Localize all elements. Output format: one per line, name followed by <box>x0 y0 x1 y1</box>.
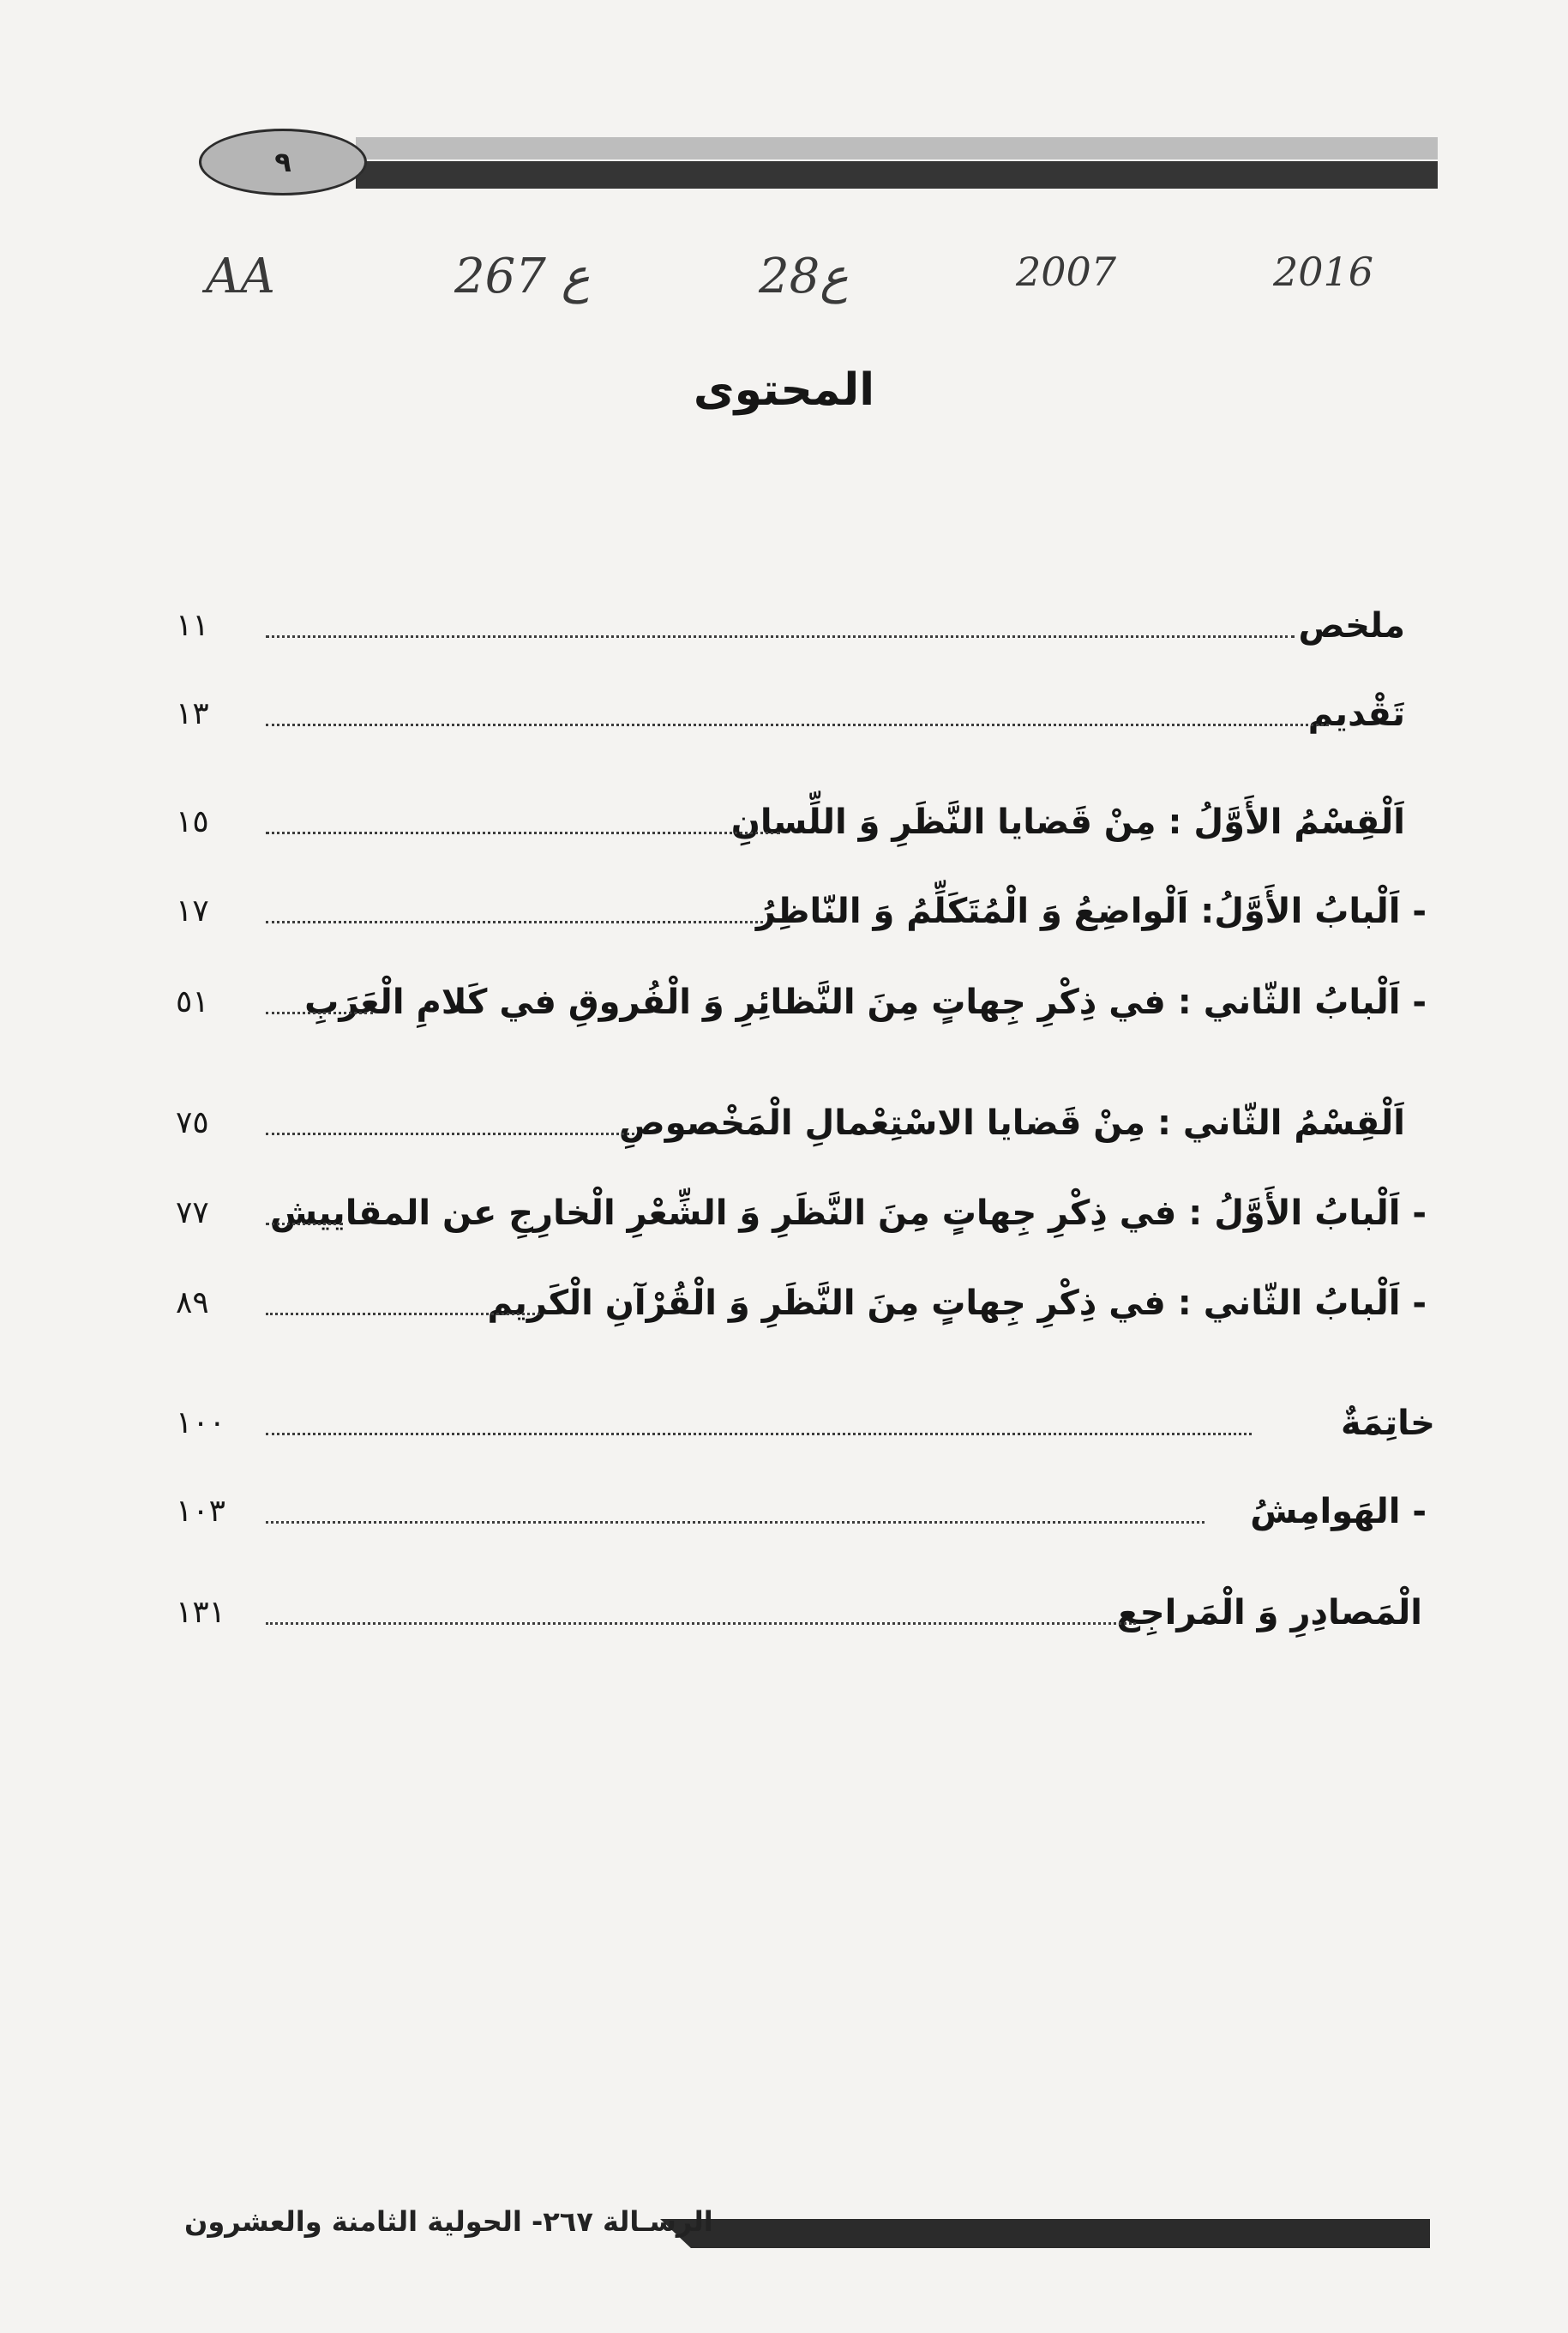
toc-entry-page: ٥١ <box>176 984 209 1019</box>
toc-entry <box>0 1273 1568 1333</box>
toc-entry-label: ملخص <box>1298 606 1405 646</box>
toc-leader-dots <box>266 635 1295 638</box>
toc-entry <box>0 1183 1568 1243</box>
toc-leader-dots <box>266 724 1329 726</box>
toc-entry <box>0 1093 1568 1153</box>
footer-bar <box>660 2219 1430 2248</box>
toc-entry-page: ١٧ <box>176 893 209 929</box>
toc-entry-label: - الهَوامِشُ <box>1250 1492 1427 1531</box>
toc-leader-dots <box>266 1012 373 1014</box>
toc-entry <box>0 684 1568 744</box>
toc-entry <box>0 1393 1568 1453</box>
toc-entry-label: - اَلْبابُ الأَوَّلُ: اَلْواضِعُ وَ الْمُتَكَلِّمُ وَ النّاظِرُ <box>755 892 1427 931</box>
header-band-dark <box>356 161 1438 189</box>
toc-entry-page: ١٥ <box>176 804 209 839</box>
toc-leader-dots <box>266 921 763 923</box>
footer-title: الرسـالة ٢٦٧- الحولية الثامنة والعشرون <box>184 2205 713 2238</box>
toc-leader-dots <box>266 1622 1136 1625</box>
toc-entry-page: ١١ <box>176 608 209 643</box>
toc-leader-dots <box>266 1223 343 1225</box>
toc-leader-dots <box>266 1433 1252 1435</box>
toc-leader-dots <box>266 1313 540 1315</box>
toc-entry <box>0 596 1568 656</box>
handwritten-note-5: 2016 <box>1273 249 1374 295</box>
toc-entry-page: ١٣ <box>176 696 209 731</box>
toc-entry-page: ١٠٠ <box>176 1405 226 1440</box>
toc-entry <box>0 881 1568 941</box>
toc-entry-label: - اَلْبابُ الثّاني : في ذِكْرِ جِهاتٍ مِنَ النَّظائِرِ وَ الْفُروقِ في كَلامِ الْعَرَبِ <box>304 983 1427 1022</box>
handwritten-note-2: 267 ع <box>454 249 591 304</box>
page-number: ٩ <box>274 146 291 178</box>
toc-entry <box>0 1583 1568 1643</box>
page-number-badge <box>199 129 367 195</box>
toc-entry-label: الْمَصادِرِ وَ الْمَراجِع <box>1116 1593 1422 1632</box>
handwritten-note-4: 2007 <box>1016 249 1117 295</box>
toc-leader-dots <box>266 1521 1205 1524</box>
toc-entry-page: ٧٧ <box>176 1195 209 1230</box>
toc-entry-page: ٨٩ <box>176 1285 209 1320</box>
toc-leader-dots <box>266 1133 634 1135</box>
toc-entry-label: - اَلْبابُ الأَوَّلُ : في ذِكْرِ جِهاتٍ مِنَ النَّظَرِ وَ الشِّعْرِ الْخارِجِ عن المقاييش <box>269 1194 1427 1233</box>
toc-entry-label: اَلْقِسْمُ الثّاني : مِنْ قَضايا الاسْتِعْمالِ الْمَخْصوصِ <box>618 1103 1405 1143</box>
page-title: المحتوى <box>693 364 875 416</box>
toc-entry-label: - اَلْبابُ الثّاني : في ذِكْرِ جِهاتٍ مِنَ النَّظَرِ وَ الْقُرْآنِ الْكَريم <box>487 1284 1427 1323</box>
header-band-light <box>356 137 1438 159</box>
toc-entry-page: ١٠٣ <box>176 1494 226 1529</box>
toc-entry <box>0 1482 1568 1542</box>
toc-entry-label: تَقْديم <box>1307 694 1405 734</box>
toc-entry-label: خاتِمَةٌ <box>1341 1404 1435 1443</box>
toc-entry-page: ١٣١ <box>176 1595 226 1630</box>
toc-entry-page: ٧٥ <box>176 1105 209 1140</box>
handwritten-note-3: 28ع <box>759 249 849 304</box>
toc-entry <box>0 972 1568 1032</box>
handwritten-note-1: AA <box>206 249 275 304</box>
toc-leader-dots <box>266 832 780 834</box>
toc-entry-label: اَلْقِسْمُ الأَوَّلُ : مِنْ قَضايا النَّظَرِ وَ اللِّسانِ <box>730 803 1405 842</box>
toc-entry <box>0 792 1568 852</box>
